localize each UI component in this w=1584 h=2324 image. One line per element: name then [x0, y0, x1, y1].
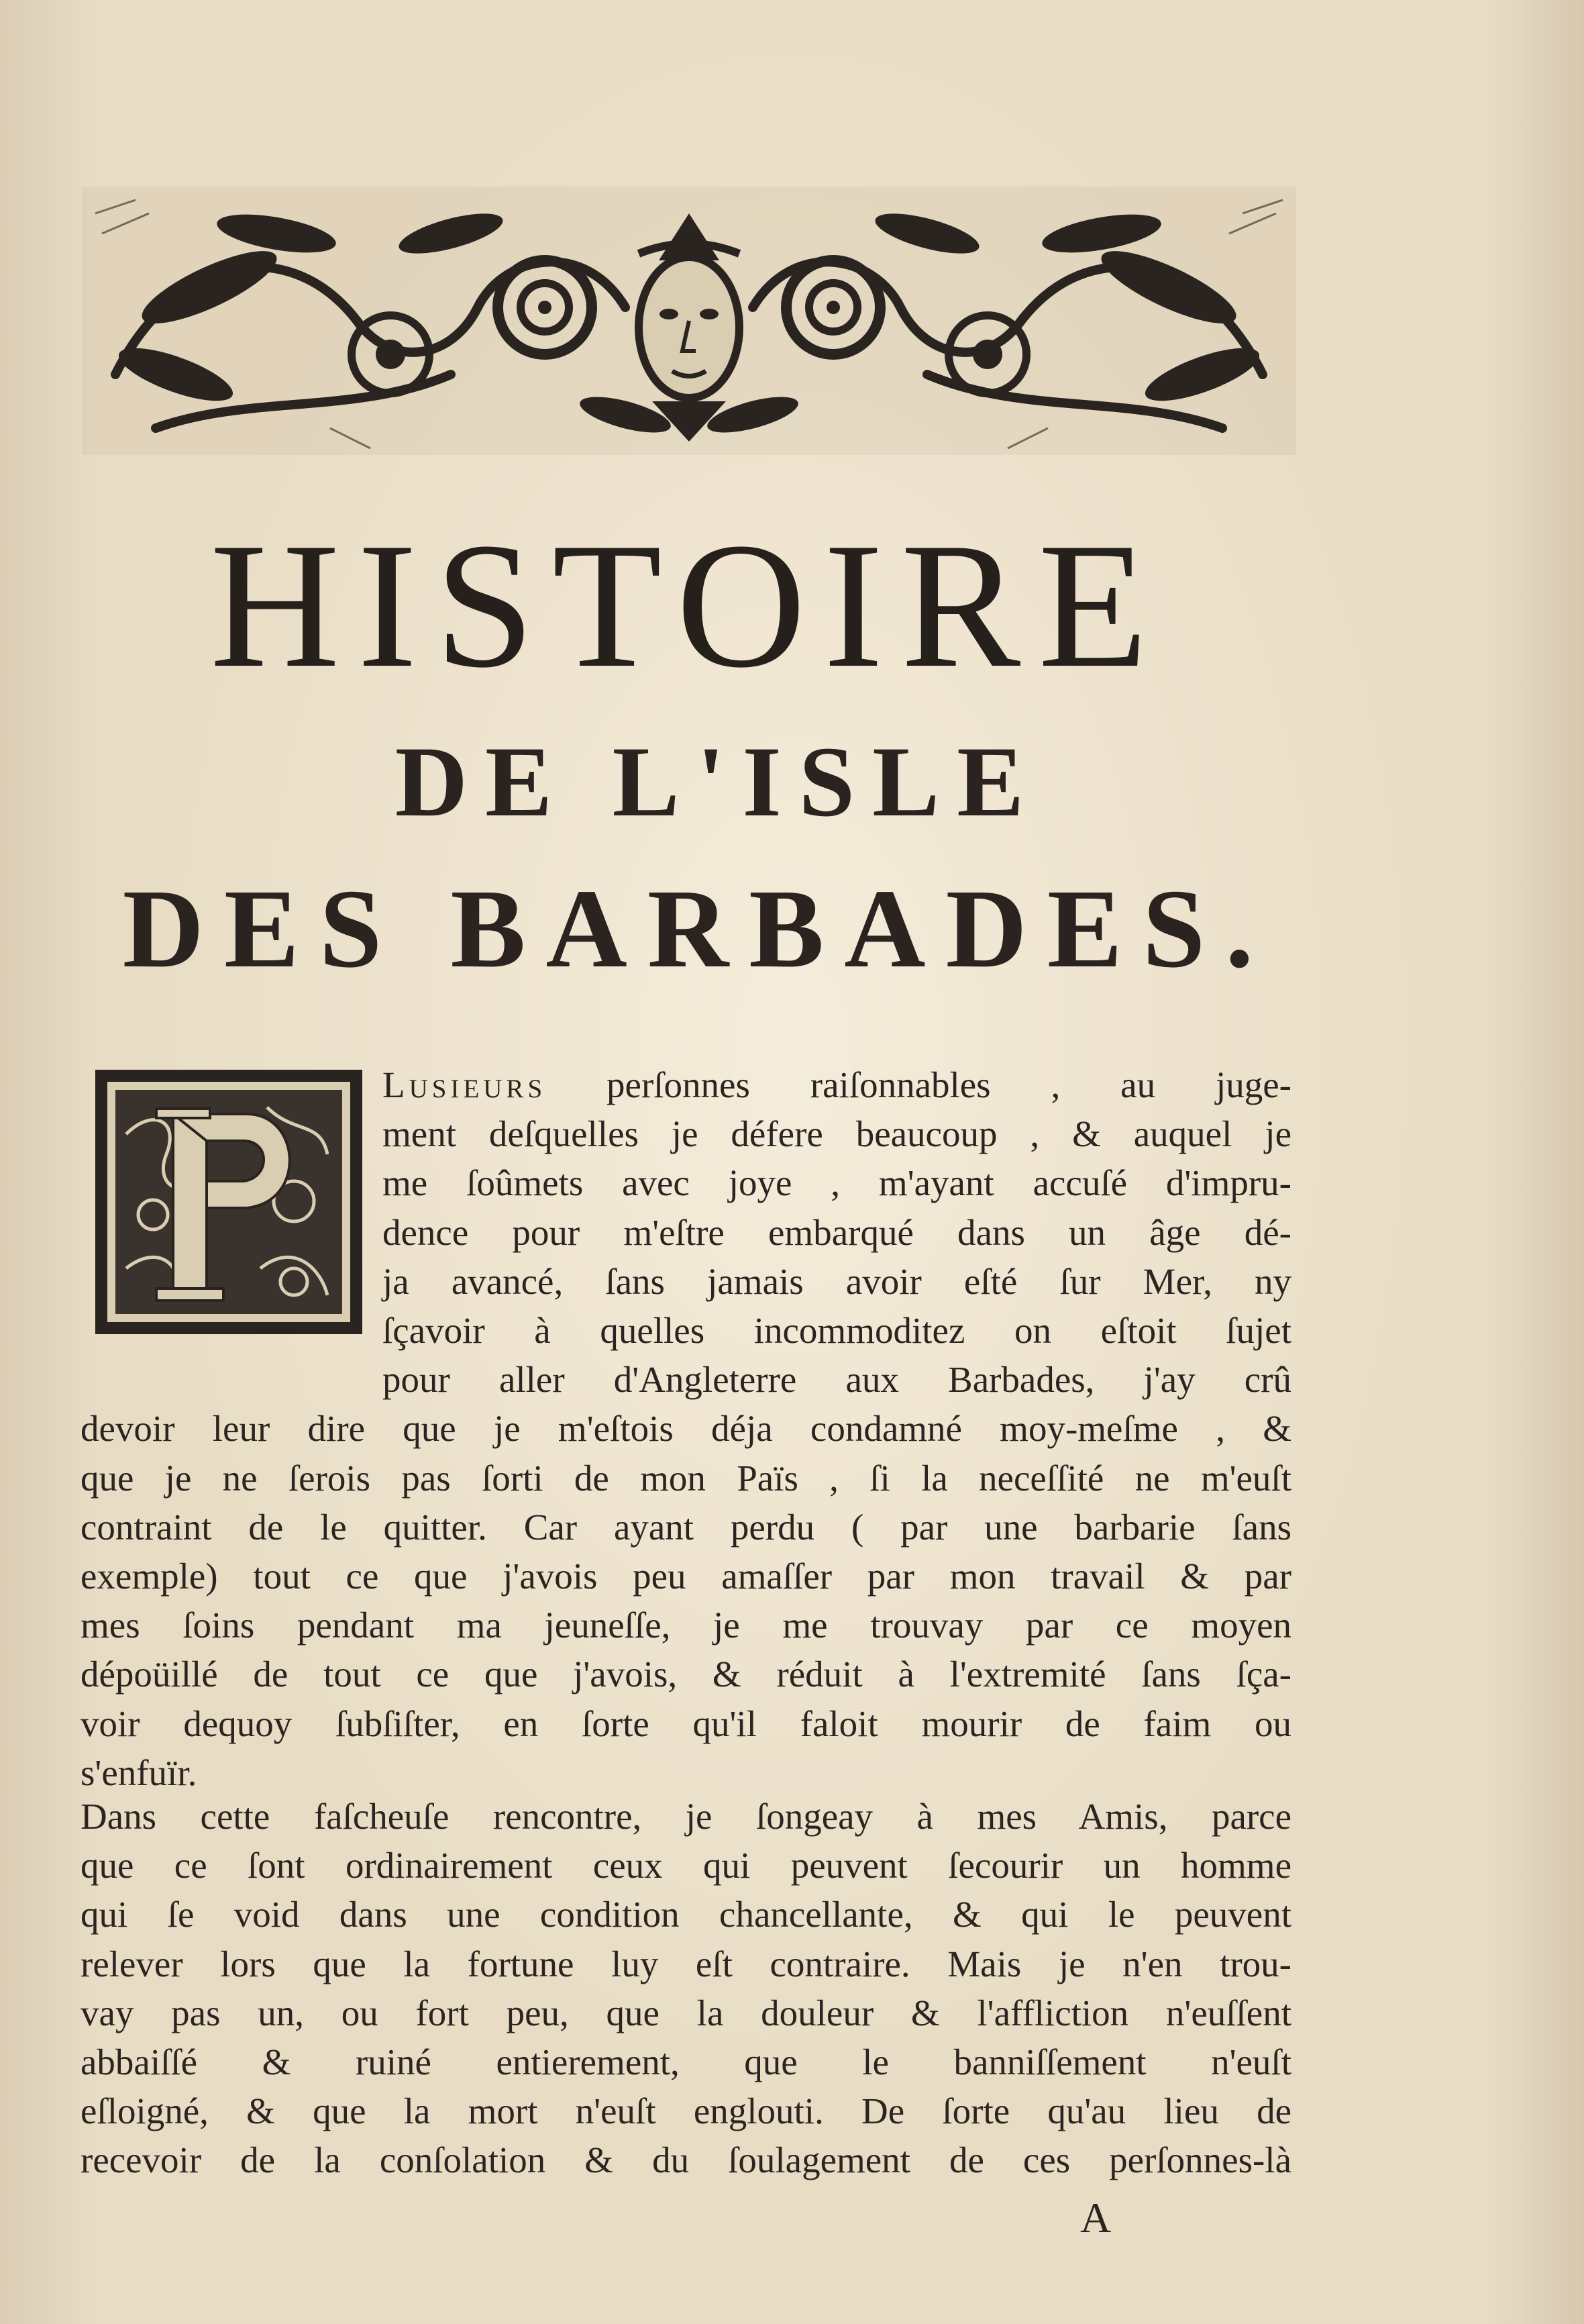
text-line: me ſoûmets avec joye , m'ayant accuſé d'impru-	[382, 1162, 1291, 1204]
text-line: exemple) tout ce que j'avois peu amaſſer par mon travail & par	[81, 1556, 1291, 1597]
paragraph-2	[81, 1792, 1291, 2185]
text-line: qui ſe void dans une condition chancellante, & qui le peuvent	[81, 1894, 1291, 1935]
headpiece-ornament	[75, 173, 1303, 468]
text-line: s'enfuïr.	[81, 1752, 197, 1793]
text-line: abbaiſſé & ruiné entierement, que le banniſſement n'euſt	[81, 2041, 1291, 2083]
text-line: relever lors que la fortune luy eſt contraire. Mais je n'en trou-	[81, 1943, 1291, 1984]
text-line: dépoüillé de tout ce que j'avois, & réduit à l'extremité ſans ſça-	[81, 1654, 1291, 1695]
subtitle-line-2: DES BARBADES.	[122, 866, 1274, 991]
text-line: eſloigné, & que la mort n'euſt englouti. De ſorte qu'au lieu de	[81, 2090, 1291, 2132]
text-line: devoir leur dire que je m'eſtois déja condamné moy-meſme , &	[81, 1408, 1291, 1450]
text-line: vay pas un, ou fort peu, que la douleur & l'affliction n'euſſent	[81, 1992, 1291, 2033]
text-line: que je ne ſerois pas ſorti de mon Païs , ſi la neceſſité ne m'euſt	[81, 1457, 1291, 1499]
page-title: HISTOIRE	[210, 505, 1165, 705]
paragraph-1	[81, 1060, 1291, 1797]
text-line: recevoir de la conſolation & du ſoulagement de ces perſonnes-là	[81, 2139, 1291, 2181]
text-line: ſçavoir à quelles incommoditez on eſtoit ſujet	[382, 1310, 1291, 1352]
text-line: Lusieurs perſonnes raiſonnables , au juge-	[382, 1064, 1291, 1105]
text-line: voir dequoy ſubſiſter, en ſorte qu'il faloit mourir de faim ou	[81, 1703, 1291, 1744]
text-line: dence pour m'eſtre embarqué dans un âge dé-	[382, 1211, 1291, 1253]
text-line: que ce ſont ordinairement ceux qui peuvent ſecourir un homme	[81, 1845, 1291, 1886]
subtitle-line-1: DE L'ISLE	[394, 726, 1042, 838]
text-line: Dans cette faſcheuſe rencontre, je ſongeay à mes Amis, parce	[81, 1796, 1291, 1837]
woodcut-headpiece-icon	[75, 173, 1303, 468]
text-line: ment deſquelles je défere beaucoup , & auquel je	[382, 1113, 1291, 1155]
lead-word: Lusieurs	[382, 1064, 547, 1105]
text-line: mes ſoins pendant ma jeuneſſe, je me trouvay par ce moyen	[81, 1605, 1291, 1646]
text-line: contraint de le quitter. Car ayant perdu ( par une barbarie ſans	[81, 1506, 1291, 1548]
text-line: pour aller d'Angleterre aux Barbades, j'ay crû	[382, 1359, 1291, 1401]
text-line: ja avancé, ſans jamais avoir eſté ſur Mer, ny	[382, 1260, 1291, 1302]
signature-mark: A	[1080, 2194, 1114, 2241]
